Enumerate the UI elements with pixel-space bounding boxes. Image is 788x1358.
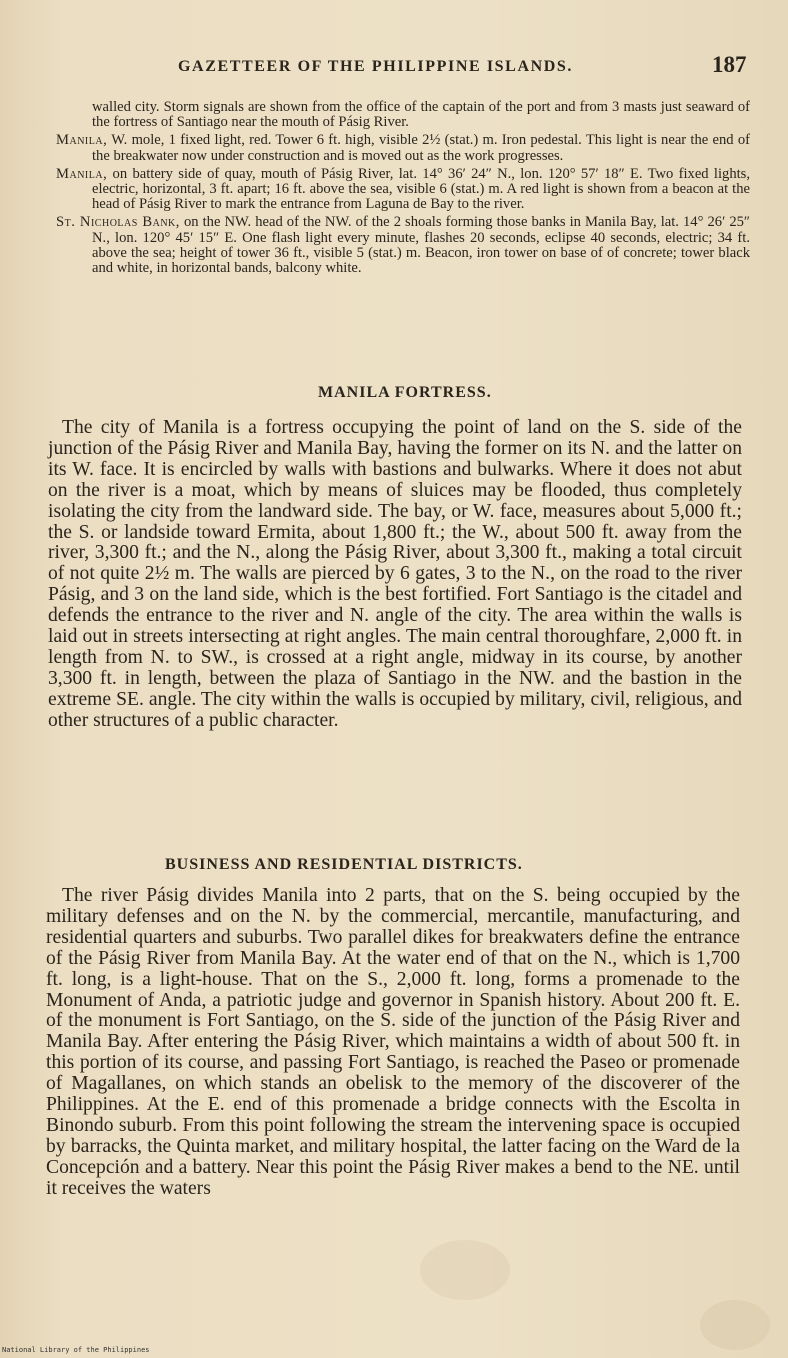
list-item: [56, 167, 750, 213]
paper-stain: [420, 1240, 510, 1300]
list-item: [56, 215, 750, 276]
light-entries: [56, 100, 750, 279]
entry-name: Manila,: [56, 165, 108, 182]
entry-text: on battery side of quay, mouth of Pásig River, lat. 14° 36′ 24″ N., lon. 120° 57′ 18″ E. Two fixed lights, electric, horizontal, 3 ft. apart; 16 ft. above the sea, visible 6 (stat.) m. A red light is shown from a beacon at the head of Pásig River to mark the entrance from Laguna de Bay to the river.: [92, 165, 750, 213]
section-body-manila-fortress: The city of Manila is a fortress occupying the point of land on the S. side of the junction of the Pásig River and Manila Bay, having the former on its N. and the latter on its W. face. It is encircled by walls with bastions and bulwarks. Where it does not abut on the river is a moat, which by means of sluices may be flooded, thus completely isolating the city from the landward side. The bay, or W. face, measures about 5,000 ft.; the S. or landside toward Ermita, about 1,800 ft.; the W., about 500 ft. away from the river, 3,300 ft.; and the N., along the Pásig River, about 3,300 ft., making a total circuit of not quite 2½ m. The walls are pierced by 6 gates, 3 to the N., on the road to the river Pásig, and 3 on the land side, which is the best fortified. Fort Santiago is the citadel and defends the entrance to the river and N. angle of the city. The area within the walls is laid out in streets intersecting at right angles. The main central thoroughfare, 2,000 ft. in length from N. to SW., is crossed at a right angle, midway in its course, by another 3,300 ft. in length, between the plaza of Santiago in the NW. and the bastion in the extreme SE. angle. The city within the walls is occupied by military, civil, religious, and other structures of a public character.: [48, 417, 742, 731]
section-heading-business-districts: BUSINESS AND RESIDENTIAL DISTRICTS.: [165, 856, 523, 873]
running-title: GAZETTEER OF THE PHILIPPINE ISLANDS.: [178, 58, 574, 75]
page-number: 187: [712, 52, 747, 77]
entry-text: on the NW. head of the NW. of the 2 shoals forming those banks in Manila Bay, lat. 14° 26′ 25″ N., lon. 120° 45′ 15″ E. One flash light every minute, flashes 20 seconds, eclipse 40 seconds, electric; 34 ft. above the sea; height of tower 36 ft., visible 5 (stat.) m. Beacon, iron tower on base of of concrete; tower black and white, in horizontal bands, balcony white.: [92, 214, 750, 277]
entry-text: W. mole, 1 fixed light, red. Tower 6 ft. high, visible 2½ (stat.) m. Iron pedestal. This light is near the end of the breakwater now under construction and is moved out as the work progresses.: [92, 132, 750, 164]
section-body-business-districts: The river Pásig divides Manila into 2 parts, that on the S. being occupied by the military defenses and on the N. by the commercial, mercantile, manufacturing, and residential quarters and suburbs. Two parallel dikes for breakwaters define the entrance of the Pásig River from Manila Bay. At the water end of that on the N., which is 1,700 ft. long, is a light-house. That on the S., 2,000 ft. long, forms a promenade to the Monument of Anda, a patriotic judge and governor in Spanish history. About 200 ft. E. of the monument is Fort Santiago, on the S. side of the junction of the Pásig River and Manila Bay. After entering the Pásig River, which maintains a width of about 500 ft. in this portion of its course, and passing Fort Santiago, is reached the Paseo or promenade of Magallanes, on which stands an obelisk to the memory of the discoverer of the Philippines. At the E. end of this promenade a bridge connects with the Escolta in Binondo suburb. From this point following the stream the intervening space is occupied by barracks, the Quinta market, and military hospital, the latter facing on the Ward de la Concepción and a battery. Near this point the Pásig River makes a bend to the NE. until it receives the waters: [46, 885, 740, 1199]
page-header: [0, 52, 788, 82]
library-footer: National Library of the Philippines: [2, 1346, 150, 1354]
list-item: [56, 100, 750, 130]
paper-stain: [700, 1300, 770, 1350]
entry-name: St. Nicholas Bank,: [56, 214, 180, 231]
entry-name: Manila,: [56, 132, 108, 149]
entry-text: walled city. Storm signals are shown from the office of the captain of the port and from 3 masts just seaward of the fortress of Santiago near the mouth of Pásig River.: [92, 99, 750, 131]
section-heading-manila-fortress: MANILA FORTRESS.: [318, 384, 492, 401]
list-item: [56, 133, 750, 163]
